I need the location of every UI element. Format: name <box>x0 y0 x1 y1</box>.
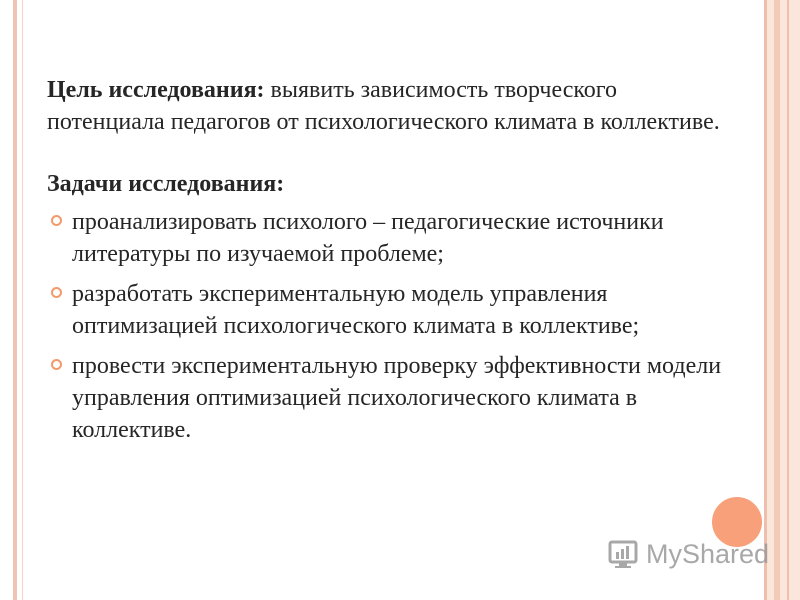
task-text: разработать экспериментальную модель управления оптимизацией психологического климата в коллективе; <box>72 281 640 339</box>
list-item <box>47 278 727 342</box>
frame-line-left <box>13 0 17 600</box>
myshared-watermark <box>608 537 769 571</box>
goal-label: Цель исследования: <box>47 77 265 103</box>
bullet-icon <box>51 215 62 226</box>
slide-content <box>47 74 727 454</box>
list-item <box>47 206 727 270</box>
frame-line-right-2 <box>774 0 780 600</box>
frame-line-left-thin <box>22 0 23 600</box>
frame-band-right <box>764 0 800 600</box>
frame-line-right-3 <box>787 0 789 600</box>
frame-line-right-1 <box>764 0 767 600</box>
tasks-title: Задачи исследования: <box>47 171 285 197</box>
myshared-logo-icon <box>608 538 642 570</box>
bullet-icon <box>51 359 62 370</box>
list-item <box>47 350 727 446</box>
task-text: провести экспериментальную проверку эффективности модели управления оптимизацией психологического климата в коллективе. <box>72 353 722 443</box>
goal-text: выявить зависимость творческого потенциала педагогов от психологического климата в коллективе. <box>47 77 720 135</box>
bullet-icon <box>51 287 62 298</box>
research-goal <box>47 74 727 138</box>
task-text: проанализировать психолого – педагогические источники литературы по изучаемой проблеме; <box>72 209 664 267</box>
watermark-text: MyShared <box>646 538 770 569</box>
tasks-list <box>47 206 727 446</box>
